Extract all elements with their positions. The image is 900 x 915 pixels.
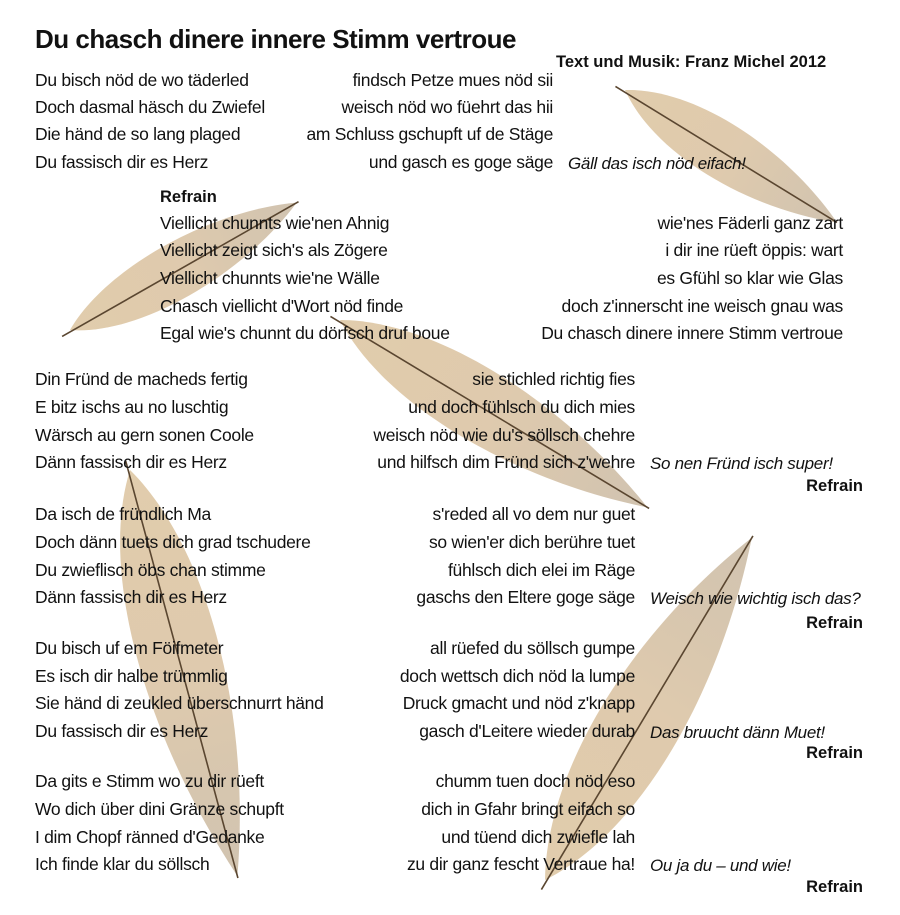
verse4-line2-right: doch wettsch dich nöd la lumpe [399, 666, 635, 686]
verse2-line1-left: Din Fründ de macheds fertig [35, 369, 248, 389]
verse5-refrain-label: Refrain [806, 878, 863, 896]
verse2-line2-right: und doch fühlsch du dich mies [408, 397, 635, 417]
verse5-line1-left: Da gits e Stimm wo zu dir rüeft [35, 771, 264, 791]
verse5-remark: Ou ja du – und wie! [650, 856, 791, 875]
verse3-remark: Weisch wie wichtig isch das? [650, 589, 861, 608]
verse2-line3-right: weisch nöd wie du's söllsch chehre [373, 425, 635, 445]
verse3-refrain-label: Refrain [806, 614, 863, 632]
verse2-line4-right: und hilfsch dim Fründ sich z'wehre [377, 452, 635, 472]
verse4-line3-left: Sie händ di zeukled überschnurrt händ [35, 693, 324, 713]
verse4-line1-right: all rüefed du söllsch gumpe [430, 638, 635, 658]
verse4-line1-left: Du bisch uf em Föifmeter [35, 638, 224, 658]
verse3-line3-left: Du zwieflisch öbs chan stimme [35, 560, 266, 580]
verse5-line1-right: chumm tuen doch nöd eso [435, 771, 635, 791]
verse3-line1-left: Da isch de fründlich Ma [35, 504, 211, 524]
refrain-line3-right: es Gfühl so klar wie Glas [656, 268, 843, 288]
verse2-refrain-label: Refrain [806, 477, 863, 495]
verse4-line4-left: Du fassisch dir es Herz [35, 721, 209, 741]
verse4-line2-left: Es isch dir halbe trümmlig [35, 666, 228, 686]
page-title: Du chasch dinere innere Stimm vertroue [35, 24, 516, 54]
verse3-line1-right: s'reded all vo dem nur guet [432, 504, 635, 524]
verse5-line3-right: und tüend dich zwiefle lah [441, 827, 635, 847]
refrain-line2-right: i dir ine rüeft öppis: wart [665, 240, 843, 260]
refrain-line3-left: Viellicht chunnts wie'ne Wälle [160, 268, 380, 288]
verse1-remark: Gäll das isch nöd eifach! [568, 154, 746, 173]
verse1-line3-left: Die händ de so lang plaged [35, 124, 241, 144]
refrain-line4-left: Chasch viellicht d'Wort nöd finde [160, 296, 404, 316]
credits: Text und Musik: Franz Michel 2012 [556, 53, 827, 71]
verse5-line2-right: dich in Gfahr bringt eifach so [421, 799, 635, 819]
verse5-line4-right: zu dir ganz fescht Vertraue ha! [406, 854, 635, 874]
verse5-line2-left: Wo dich über dini Gränze schupft [35, 799, 284, 819]
verse3-line4-left: Dänn fassisch dir es Herz [35, 587, 227, 607]
verse2-line1-right: sie stichled richtig fies [472, 369, 635, 389]
verse1-line1-right: findsch Petze mues nöd sii [352, 70, 553, 90]
verse3-line2-right: so wien'er dich berühre tuet [428, 532, 635, 552]
verse3-line4-right: gaschs den Eltere goge säge [416, 587, 635, 607]
verse4-line4-right: gasch d'Leitere wieder durab [419, 721, 635, 741]
verse2-remark: So nen Fründ isch super! [650, 454, 833, 473]
refrain-line5-left: Egal wie's chunnt du dörfsch druf boue [160, 323, 450, 343]
refrain-line2-left: Viellicht zeigt sich's als Zögere [160, 240, 388, 260]
verse1-line4-right: und gasch es goge säge [368, 152, 553, 172]
verse3-line2-left: Doch dänn tuets dich grad tschudere [35, 532, 311, 552]
verse1-line3-right: am Schluss gschupft uf de Stäge [306, 124, 553, 144]
verse5-line4-left: Ich finde klar du söllsch [35, 854, 210, 874]
verse4-line3-right: Druck gmacht und nöd z'knapp [402, 693, 635, 713]
verse2-line4-left: Dänn fassisch dir es Herz [35, 452, 227, 472]
verse4-remark: Das bruucht dänn Muet! [650, 723, 825, 742]
verse2-line2-left: E bitz ischs au no luschtig [35, 397, 229, 417]
refrain-line1-right: wie'nes Fäderli ganz zart [657, 213, 843, 233]
verse4-refrain-label: Refrain [806, 744, 863, 762]
refrain-line1-left: Viellicht chunnts wie'nen Ahnig [160, 213, 390, 233]
refrain-line5-right: Du chasch dinere innere Stimm vertroue [541, 323, 843, 343]
refrain-heading: Refrain [160, 188, 217, 206]
verse5-line3-left: I dim Chopf ränned d'Gedanke [35, 827, 265, 847]
refrain-line4-right: doch z'innerscht ine weisch gnau was [561, 296, 843, 316]
verse1-line4-left: Du fassisch dir es Herz [35, 152, 209, 172]
verse2-line3-left: Wärsch au gern sonen Coole [35, 425, 254, 445]
verse1-line2-right: weisch nöd wo füehrt das hii [341, 97, 553, 117]
verse1-line2-left: Doch dasmal häsch du Zwiefel [35, 97, 265, 117]
verse1-line1-left: Du bisch nöd de wo täderled [35, 70, 249, 90]
verse3-line3-right: fühlsch dich elei im Räge [447, 560, 635, 580]
